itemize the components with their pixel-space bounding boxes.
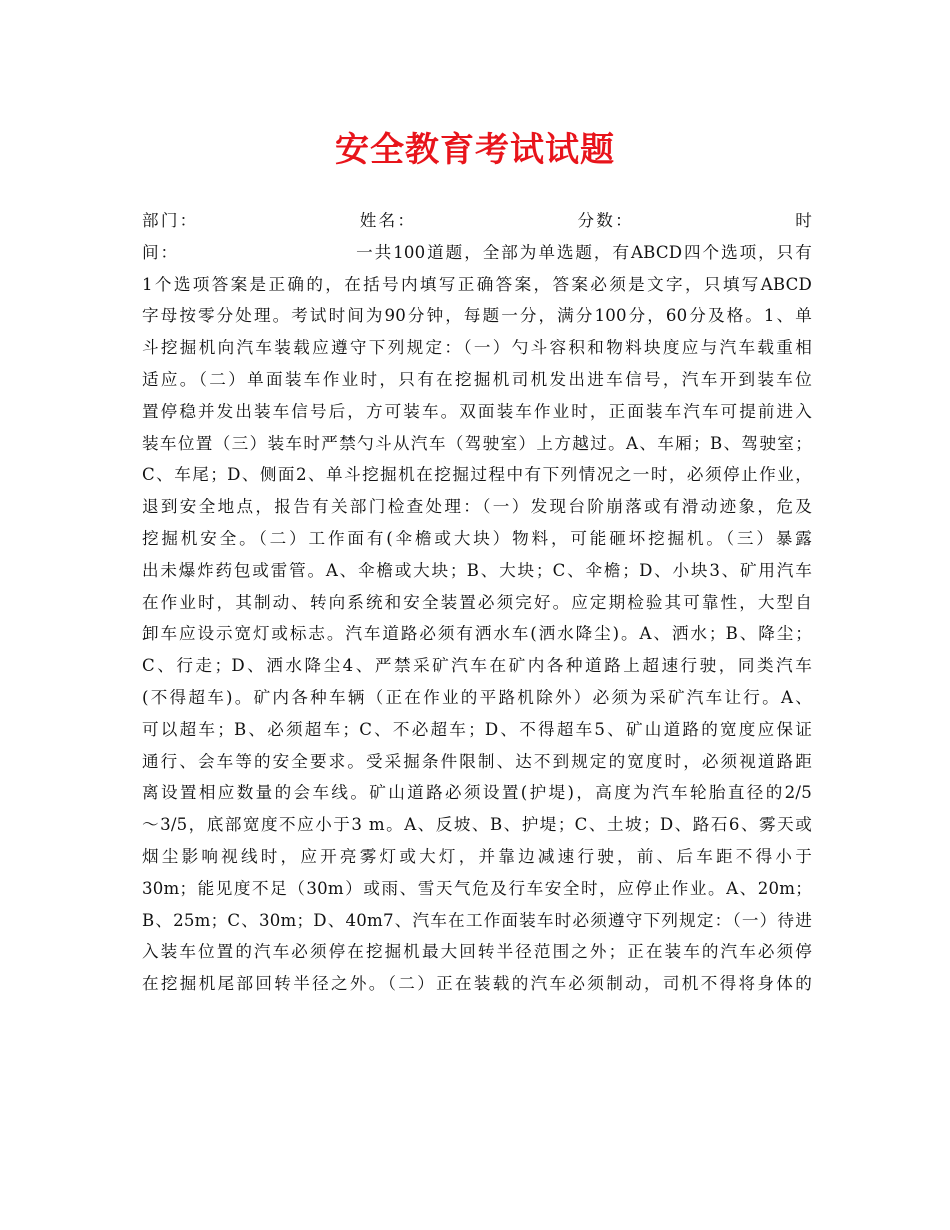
body-line: B、25m；C、30m；D、40m7、汽车在工作面装车时必须遵守下列规定：（一）待进 xyxy=(142,910,812,930)
body-line: 在挖掘机尾部回转半径之外。（二）正在装载的汽车必须制动，司机不得将身体的 xyxy=(142,974,812,994)
body-line: 烟尘影响视线时，应开亮雾灯或大灯，并靠边减速行驶，前、后车距不得小于 xyxy=(142,846,812,866)
body-line: 退到安全地点，报告有关部门检查处理：（一）发现台阶崩落或有滑动迹象，危及 xyxy=(142,497,812,517)
body-line: C、车尾；D、侧面2、单斗挖掘机在挖掘过程中有下列情况之一时，必须停止作业， xyxy=(142,465,812,485)
body-line: 间： 一共100道题，全部为单选题，有ABCD四个选项，只有 xyxy=(142,242,812,262)
body-line: 30m；能见度不足（30m）或雨、雪天气危及行车安全时，应停止作业。A、20m； xyxy=(142,878,812,898)
body-line: 适应。（二）单面装车作业时，只有在挖掘机司机发出进车信号，汽车开到装车位 xyxy=(142,369,812,389)
body-line: 挖掘机安全。（二）工作面有(伞檐或大块）物料，可能砸坏挖掘机。（三）暴露 xyxy=(142,528,812,548)
body-line: 离设置相应数量的会车线。矿山道路必须设置(护堤)，高度为汽车轮胎直径的2/5 xyxy=(142,783,812,803)
document-title: 安全教育考试试题 xyxy=(335,130,615,170)
body-line: 入装车位置的汽车必须停在挖掘机最大回转半径范围之外；正在装车的汽车必须停 xyxy=(142,942,812,962)
document-body xyxy=(142,205,812,1000)
body-line: 可以超车；B、必须超车；C、不必超车；D、不得超车5、矿山道路的宽度应保证 xyxy=(142,719,812,739)
body-line: 装车位置（三）装车时严禁勺斗从汽车（驾驶室）上方越过。A、车厢；B、驾驶室； xyxy=(142,433,812,453)
body-line: 部门： 姓名： 分数： 时 xyxy=(142,211,812,230)
body-line: ～3/5，底部宽度不应小于3 m。A、反坡、B、护堤；C、土坡；D、路石6、雾天或 xyxy=(142,815,812,835)
body-line: 字母按零分处理。考试时间为90分钟，每题一分，满分100分，60分及格。1、单 xyxy=(142,306,812,326)
body-line: 出未爆炸药包或雷管。A、伞檐或大块；B、大块；C、伞檐；D、小块3、矿用汽车 xyxy=(142,560,812,580)
body-line: 在作业时，其制动、转向系统和安全装置必须完好。应定期检验其可靠性，大型自 xyxy=(142,592,812,612)
body-line: 1个选项答案是正确的，在括号内填写正确答案，答案必须是文字，只填写ABCD xyxy=(142,274,812,294)
body-line: 置停稳并发出装车信号后，方可装车。双面装车作业时，正面装车汽车可提前进入 xyxy=(142,401,812,421)
body-line: 卸车应设示宽灯或标志。汽车道路必须有洒水车(洒水降尘)。A、洒水；B、降尘； xyxy=(142,624,812,644)
body-line: 斗挖掘机向汽车装载应遵守下列规定：（一）勺斗容积和物料块度应与汽车载重相 xyxy=(142,338,812,358)
body-line: 通行、会车等的安全要求。受采掘条件限制、达不到规定的宽度时，必须视道路距 xyxy=(142,751,812,771)
body-line: (不得超车)。矿内各种车辆（正在作业的平路机除外）必须为采矿汽车让行。A、 xyxy=(142,687,812,707)
body-line: C、行走；D、洒水降尘4、严禁采矿汽车在矿内各种道路上超速行驶，同类汽车 xyxy=(142,656,812,676)
